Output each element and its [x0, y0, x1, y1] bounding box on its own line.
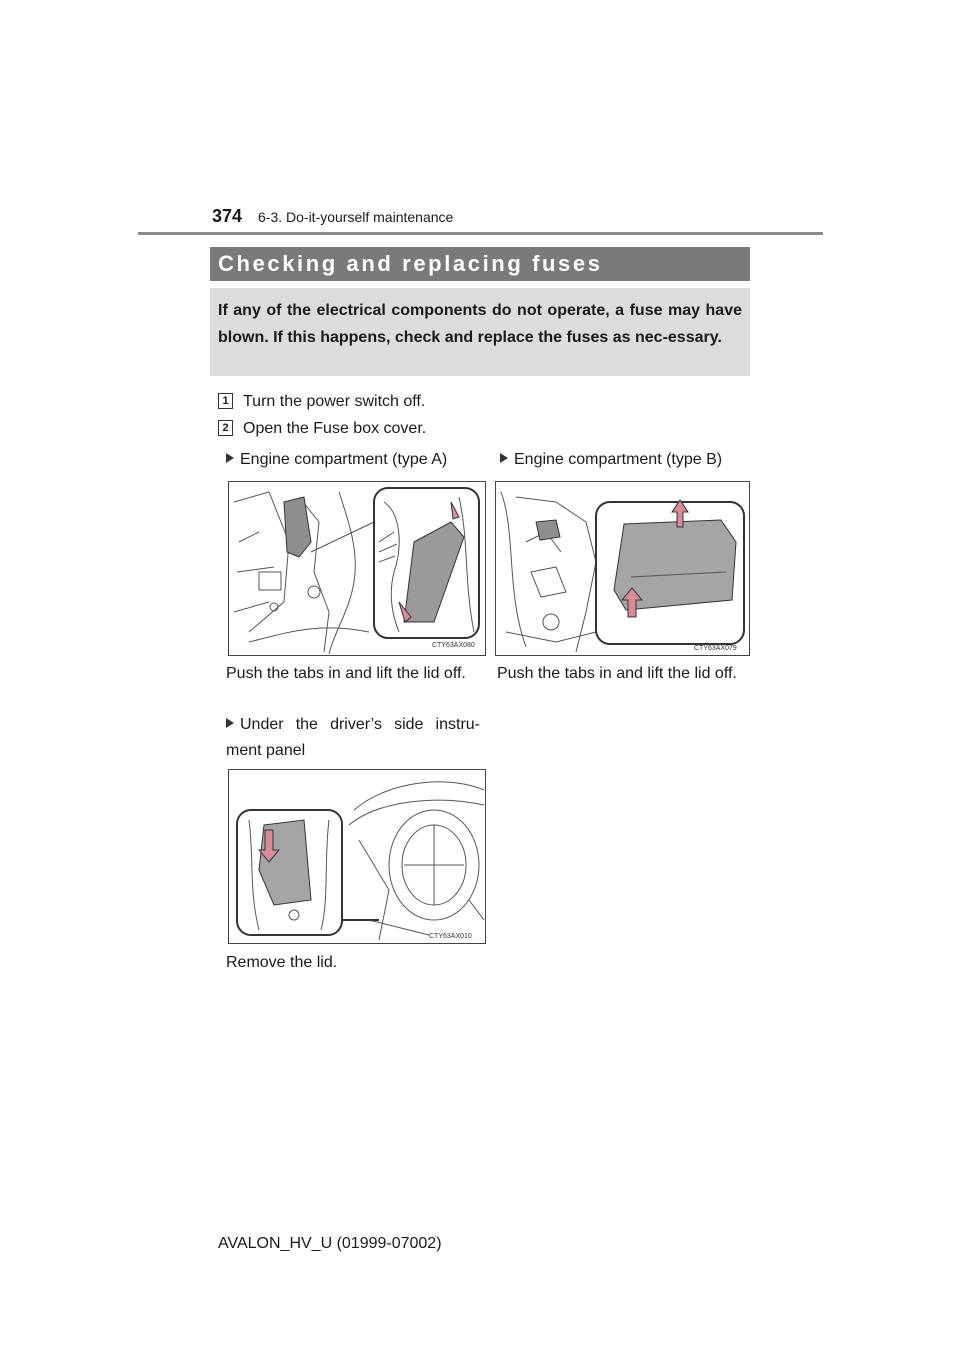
figure-a-heading: Engine compartment (type A): [226, 447, 447, 473]
page-number: 374: [212, 206, 243, 226]
bullet-triangle-icon: [226, 718, 234, 728]
figure-c-code: CTY63AX010: [429, 933, 472, 940]
bullet-triangle-icon: [500, 453, 508, 463]
figure-a-caption: Push the tabs in and lift the lid off.: [226, 665, 466, 682]
figure-b-code: CTY63AX079: [694, 645, 737, 652]
bullet-triangle-icon: [226, 453, 234, 463]
figure-c-illustration: [228, 769, 486, 944]
step-1-text: Turn the power switch off.: [243, 393, 426, 410]
figure-b-caption: Push the tabs in and lift the lid off.: [497, 665, 737, 682]
step-2-text: Open the Fuse box cover.: [243, 420, 427, 437]
intro-box: If any of the electrical components do not operate, a fuse may have blown. If this happens, check and replace the fuses as nec-essary.: [210, 288, 750, 376]
step-number-1: 1: [218, 393, 233, 409]
page-title: Checking and replacing fuses: [210, 247, 750, 281]
figure-b-illustration: [495, 481, 750, 656]
header-rule: [138, 232, 823, 235]
figure-b-heading: Engine compartment (type B): [500, 447, 722, 473]
figure-a-code: CTY63AX080: [432, 642, 475, 649]
section-title: 6-3. Do-it-yourself maintenance: [258, 209, 454, 225]
footer-model-code: AVALON_HV_U (01999-07002): [218, 1235, 442, 1252]
figure-c-heading: Under the driver’s side instru-ment panel: [226, 716, 480, 759]
figure-a-illustration: [228, 481, 486, 656]
figure-c-caption: Remove the lid.: [226, 954, 338, 971]
step-number-2: 2: [218, 420, 233, 436]
